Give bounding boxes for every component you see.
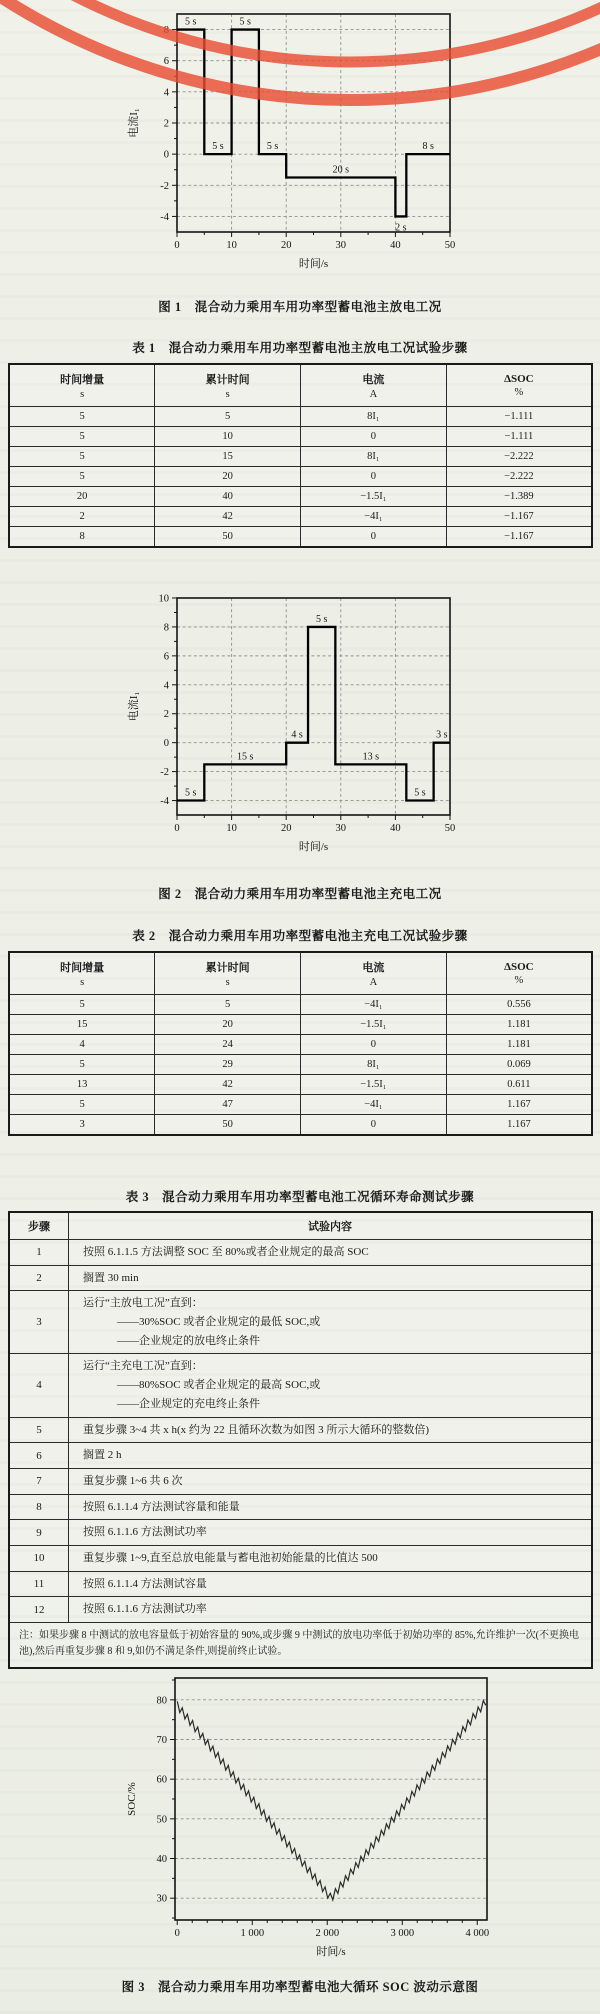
svg-text:2 000: 2 000 <box>315 1928 340 1939</box>
svg-text:40: 40 <box>390 240 401 251</box>
figure-1-discharge-profile-chart <box>0 0 600 272</box>
cell: 8I₁ <box>301 1055 447 1075</box>
y-axis-label: 电流I₁ <box>128 108 140 138</box>
cell: 5 <box>155 407 301 427</box>
cell: 0 <box>301 467 447 487</box>
step-content: 运行“主充电工况”直到： ——80%SOC 或者企业规定的最高 SOC,或 ——企业规定的充电终止条件 <box>69 1354 593 1417</box>
table-note: 注：如果步骤 8 中测试的放电容量低于初始容量的 90%,或步骤 9 中测试的放电功率低于初始功率的 85%,允许维护一次(不更换电池),然后再重复步骤 8 和 9,如仍不满足条件,则提前终止试验。 <box>9 1623 592 1669</box>
step-number: 4 <box>9 1354 69 1417</box>
cell: 5 <box>9 995 155 1015</box>
table-row <box>9 467 592 487</box>
step-content: 按照 6.1.1.6 方法测试功率 <box>69 1520 593 1546</box>
table-row <box>9 1520 592 1546</box>
cell: 29 <box>155 1055 301 1075</box>
column-header: 累计时间 s <box>155 364 301 407</box>
figure-3-soc-fluctuation-chart <box>0 1655 600 1970</box>
step-content: 重复步骤 3~4 共 x h(x 约为 22 且循环次数为如图 3 所示大循环的整数倍) <box>69 1417 593 1443</box>
cell: 20 <box>155 1015 301 1035</box>
cell: 50 <box>155 1115 301 1136</box>
table-row <box>9 995 592 1015</box>
table-row <box>9 1443 592 1469</box>
cell: −1.5I₁ <box>301 1075 447 1095</box>
cell: 4 <box>9 1035 155 1055</box>
column-header: 累计时间 s <box>155 952 301 995</box>
table-row <box>9 1354 592 1417</box>
svg-text:5 s: 5 s <box>212 141 224 153</box>
step-content: 按照 6.1.1.5 方法调整 SOC 至 80%或者企业规定的最高 SOC <box>69 1240 593 1266</box>
table-row <box>9 1035 592 1055</box>
figure-2-charge-profile-chart <box>0 585 600 865</box>
cell: 1.181 <box>446 1035 592 1055</box>
svg-text:5 s: 5 s <box>184 787 197 799</box>
svg-text:-4: -4 <box>160 796 169 808</box>
cell: 47 <box>155 1095 301 1115</box>
svg-text:8: 8 <box>163 622 169 634</box>
table-row <box>9 447 592 467</box>
cell: 40 <box>155 487 301 507</box>
column-header: 时间增量 s <box>9 364 155 407</box>
svg-text:2: 2 <box>163 118 169 130</box>
step-number: 11 <box>9 1571 69 1597</box>
cell: 8 <box>9 527 155 548</box>
cell: 20 <box>9 487 155 507</box>
column-header-step: 步骤 <box>9 1212 69 1240</box>
cell: 42 <box>155 507 301 527</box>
svg-text:50: 50 <box>444 823 456 834</box>
table-3-caption: 表 3 混合动力乘用车用功率型蓄电池工况循环寿命测试步骤 <box>125 1190 475 1204</box>
cell: 15 <box>155 447 301 467</box>
cell: 1.167 <box>446 1115 592 1136</box>
column-header: ΔSOC % <box>446 952 592 995</box>
svg-text:30: 30 <box>156 1893 167 1905</box>
step-content: 重复步骤 1~9,直至总放电能量与蓄电池初始能量的比值达 500 <box>69 1545 593 1571</box>
table-row <box>9 1265 592 1291</box>
table-2-charge-steps <box>8 951 593 1136</box>
svg-text:50: 50 <box>444 240 456 251</box>
table-1-caption: 表 1 混合动力乘用车用功率型蓄电池主放电工况试验步骤 <box>132 341 468 355</box>
svg-text:20: 20 <box>280 823 292 834</box>
table-row <box>9 1095 592 1115</box>
x-axis-label: 时间/s <box>298 841 329 853</box>
svg-text:13 s: 13 s <box>362 751 380 763</box>
cell: 13 <box>9 1075 155 1095</box>
table-row <box>9 1494 592 1520</box>
svg-text:5 s: 5 s <box>315 613 328 625</box>
svg-text:20 s: 20 s <box>332 164 350 176</box>
table-3-cycle-life-steps <box>8 1211 593 1669</box>
svg-text:50: 50 <box>156 1814 167 1826</box>
cell: 50 <box>155 527 301 548</box>
table-row <box>9 527 592 548</box>
cell: 5 <box>9 427 155 447</box>
cell: 24 <box>155 1035 301 1055</box>
cell: 5 <box>9 467 155 487</box>
table-row <box>9 1468 592 1494</box>
cell: 5 <box>9 447 155 467</box>
cell: 0 <box>301 1115 447 1136</box>
cell: 20 <box>155 467 301 487</box>
step-number: 2 <box>9 1265 69 1291</box>
cell: 0.611 <box>446 1075 592 1095</box>
step-number: 3 <box>9 1291 69 1354</box>
table-row <box>9 407 592 427</box>
cell: −1.5I₁ <box>301 1015 447 1035</box>
cell: 0.069 <box>446 1055 592 1075</box>
svg-text:3 000: 3 000 <box>390 1928 415 1939</box>
svg-text:-4: -4 <box>160 211 169 223</box>
step-content: 搁置 30 min <box>69 1265 593 1291</box>
cell: 10 <box>155 427 301 447</box>
cell: 0 <box>301 1035 447 1055</box>
svg-text:10: 10 <box>226 240 237 251</box>
svg-text:60: 60 <box>156 1774 167 1786</box>
svg-text:8 s: 8 s <box>422 141 434 153</box>
svg-text:4 000: 4 000 <box>465 1928 490 1939</box>
svg-text:1 000: 1 000 <box>240 1928 265 1939</box>
step-content: 按照 6.1.1.4 方法测试容量和能量 <box>69 1494 593 1520</box>
cell: 1.181 <box>446 1015 592 1035</box>
step-number: 12 <box>9 1597 69 1623</box>
table-row <box>9 487 592 507</box>
table-row <box>9 1240 592 1266</box>
cell: 8I₁ <box>301 407 447 427</box>
svg-text:2: 2 <box>163 709 169 721</box>
x-axis-label: 时间/s <box>298 258 329 270</box>
table-row <box>9 1571 592 1597</box>
cell: 3 <box>9 1115 155 1136</box>
cell: 0 <box>301 427 447 447</box>
step-content: 运行“主放电工况”直到： ——30%SOC 或者企业规定的最低 SOC,或 ——企业规定的放电终止条件 <box>69 1291 593 1354</box>
table-row <box>9 1291 592 1354</box>
svg-text:0: 0 <box>163 149 169 161</box>
svg-text:0: 0 <box>174 1928 180 1939</box>
cell: −1.167 <box>446 507 592 527</box>
svg-text:20: 20 <box>280 240 292 251</box>
step-content: 按照 6.1.1.6 方法测试功率 <box>69 1597 593 1623</box>
cell: 5 <box>9 407 155 427</box>
cell: 42 <box>155 1075 301 1095</box>
column-header: 电流 A <box>301 364 447 407</box>
step-content: 重复步骤 1~6 共 6 次 <box>69 1468 593 1494</box>
cell: −1.5I₁ <box>301 487 447 507</box>
column-header: ΔSOC % <box>446 364 592 407</box>
svg-text:40: 40 <box>156 1854 167 1866</box>
table-row <box>9 1075 592 1095</box>
cell: −4I₁ <box>301 507 447 527</box>
cell: −1.111 <box>446 427 592 447</box>
svg-text:0: 0 <box>163 738 169 750</box>
cell: 2 <box>9 507 155 527</box>
svg-text:4: 4 <box>163 87 169 99</box>
y-axis-label: 电流I₁ <box>128 691 140 722</box>
svg-text:5 s: 5 s <box>266 141 279 153</box>
y-axis-label: SOC/% <box>126 1782 138 1816</box>
svg-text:4 s: 4 s <box>291 729 303 741</box>
table-row <box>9 1545 592 1571</box>
column-header-content: 试验内容 <box>69 1212 593 1240</box>
svg-text:6: 6 <box>163 651 169 663</box>
svg-text:15 s: 15 s <box>237 751 254 763</box>
table-row <box>9 1115 592 1136</box>
svg-text:0: 0 <box>174 823 180 834</box>
cell: 8I₁ <box>301 447 447 467</box>
table-row <box>9 1055 592 1075</box>
figure-3-caption: 图 3 混合动力乘用车用功率型蓄电池大循环 SOC 波动示意图 <box>121 1980 479 1994</box>
cell: 0 <box>301 527 447 548</box>
figure-2-caption: 图 2 混合动力乘用车用功率型蓄电池主充电工况 <box>158 887 442 901</box>
soc-zigzag-line <box>177 1701 486 1900</box>
step-number: 10 <box>9 1545 69 1571</box>
svg-text:8: 8 <box>163 25 169 37</box>
svg-text:-2: -2 <box>160 767 169 779</box>
cell: 5 <box>9 1055 155 1075</box>
svg-text:30: 30 <box>335 823 347 834</box>
step-number: 1 <box>9 1240 69 1266</box>
svg-text:0: 0 <box>174 240 180 251</box>
svg-text:5 s: 5 s <box>414 787 426 799</box>
cell: 5 <box>9 1095 155 1115</box>
svg-text:2 s: 2 s <box>395 222 407 234</box>
svg-text:-2: -2 <box>160 180 169 192</box>
step-number: 6 <box>9 1443 69 1469</box>
cell: −2.222 <box>446 467 592 487</box>
table-row <box>9 1417 592 1443</box>
svg-text:3 s: 3 s <box>436 729 448 741</box>
table-row <box>9 507 592 527</box>
step-content: 搁置 2 h <box>69 1443 593 1469</box>
figure-1-caption: 图 1 混合动力乘用车用功率型蓄电池主放电工况 <box>158 300 442 314</box>
svg-text:10: 10 <box>158 593 169 605</box>
step-number: 7 <box>9 1468 69 1494</box>
column-header: 时间增量 s <box>9 952 155 995</box>
svg-text:40: 40 <box>390 823 401 834</box>
cell: −4I₁ <box>301 1095 447 1115</box>
cell: 1.167 <box>446 1095 592 1115</box>
svg-text:10: 10 <box>226 823 237 834</box>
svg-text:5 s: 5 s <box>184 16 197 28</box>
svg-text:5 s: 5 s <box>239 16 251 28</box>
table-row <box>9 427 592 447</box>
cell: −1.111 <box>446 407 592 427</box>
svg-text:30: 30 <box>335 240 347 251</box>
svg-text:6: 6 <box>163 56 169 68</box>
step-content: 按照 6.1.1.4 方法测试容量 <box>69 1571 593 1597</box>
step-number: 9 <box>9 1520 69 1546</box>
cell: −1.167 <box>446 527 592 548</box>
cell: −1.389 <box>446 487 592 507</box>
svg-text:4: 4 <box>163 680 169 692</box>
cell: 15 <box>9 1015 155 1035</box>
step-number: 5 <box>9 1417 69 1443</box>
cell: −2.222 <box>446 447 592 467</box>
cell: −4I₁ <box>301 995 447 1015</box>
table-1-discharge-steps <box>8 363 593 548</box>
x-axis-label: 时间/s <box>316 1946 346 1958</box>
svg-text:80: 80 <box>156 1695 167 1707</box>
cell: 5 <box>155 995 301 1015</box>
cell: 0.556 <box>446 995 592 1015</box>
table-2-caption: 表 2 混合动力乘用车用功率型蓄电池主充电工况试验步骤 <box>132 929 468 943</box>
svg-text:70: 70 <box>156 1734 167 1746</box>
table-row <box>9 1015 592 1035</box>
table-row <box>9 1597 592 1623</box>
step-number: 8 <box>9 1494 69 1520</box>
column-header: 电流 A <box>301 952 447 995</box>
